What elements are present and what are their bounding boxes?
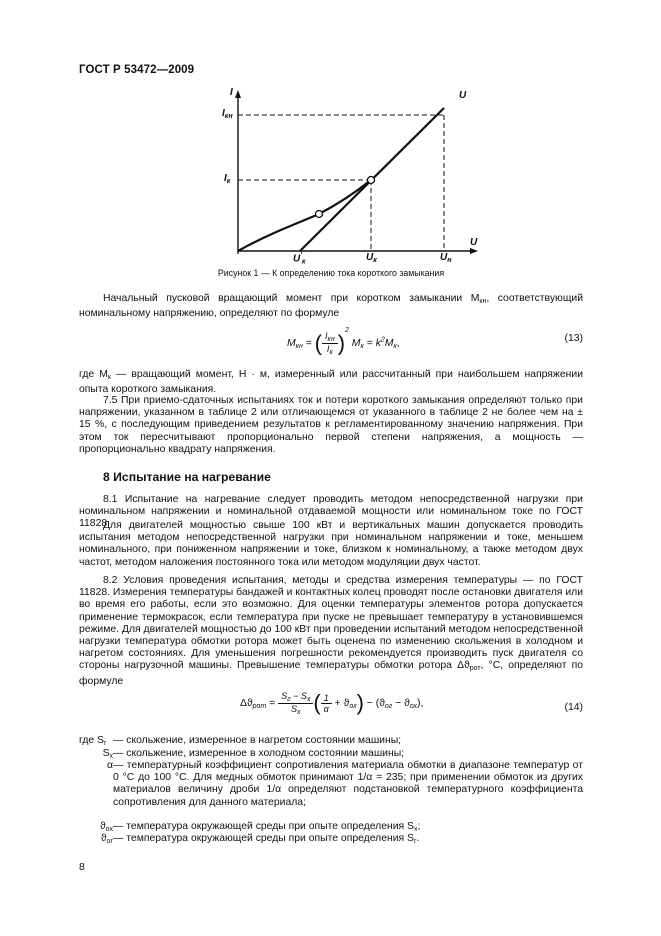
page-number: 8 bbox=[79, 862, 85, 873]
point-ik bbox=[368, 177, 375, 184]
paragraph-8-2: 8.2 Условия проведения испытания, методы и средства измерения температуры — по ГОСТ 11828. Измерения температуры бандажей и контактных колец проводят после остановки двигателя или во время его работы, если это возможно. Для оценки температуры элементов ротора допускается применение термокрасок, если температура при пуске не превышает температуру в установившемся режиме. Для двигателей мощностью до 100 кВт при проведении испытаний методом непосредственной нагрузки температура обмотки ротора может быть оценена по изменению скольжения в холодном и нагретом состояниях. Для уменьшения погрешности рекомендуется производить пуск двигателя со стороны нагрузочной машины. Превышение температуры обмотки ротора $\Delta ϑ_{рот}$, °С, определяют по формуле bbox=[79, 575, 584, 687]
definition-sg: где $S_г$ — скольжение, измеренное в нагретом состоянии машины; bbox=[79, 735, 402, 747]
document-header: ГОСТ Р 53472—2009 bbox=[79, 64, 195, 76]
paragraph-7-5: 7.5 При приемо-сдаточных испытаниях ток и потери короткого замыкания определяют только при напряжении, указанном в таблице 2 или отличающемся от указанного в таблице 2 не более чем на ± 15 %, с последующим приведением результатов к регламентированному значению напряжения. При этом ток пересчитывают пропорционально первой степени напряжения, а мощность — пропорционально квадрату напряжения. bbox=[79, 395, 583, 455]
definition-mk: где $M_к$ — вращающий момент, Н · м, измеренный или рассчитанный при наибольшем напряжении опыта короткого замыкания. bbox=[79, 369, 584, 396]
point-mid bbox=[316, 211, 323, 218]
label-uk-prime: $U'_к$ bbox=[293, 252, 306, 266]
section-8-heading: 8 Испытание на нагревание bbox=[103, 470, 271, 484]
definition-theta-og: $ϑ_{ог}$ — температура окружающей среды при опыте определения $S_г$. bbox=[100, 833, 420, 845]
figure-1-graph bbox=[218, 86, 488, 266]
paragraph-starting-torque: Начальный пусковой вращающий момент при коротком замыкании $M_{кн}$, соответствующий номинальному напряжению, определяют по формуле bbox=[79, 293, 583, 320]
paragraph-8-1b: Для двигателей мощностью свыше 100 кВт и вертикальных машин допускается проводить испытания методом непосредственной нагрузки при номинальном напряжении и токе, меньшем номинального, при пониженном напряжении и токе, близком к номинальному, а также методом двух частот, методом наложения постоянного тока или методом модуляции двух частот. bbox=[79, 520, 583, 568]
label-axis-i: I bbox=[230, 87, 233, 98]
measured-curve bbox=[238, 180, 371, 251]
paragraph-8-1: 8.1 Испытание на нагревание следует проводить методом непосредственной нагрузки при номинальном напряжении и номинальной отдаваемой мощности или номинальном токе по ГОСТ 11828. bbox=[79, 494, 583, 530]
formula-14: $\Delta ϑ_{рот}$ = $\frac{S_г - S_х}{S_х}$ ( $\frac{1}{\alpha}$ + $ϑ_{ох}) - (ϑ_{ог} - ϑ_{ох})$, bbox=[240, 690, 424, 716]
label-uk: $U_к$ bbox=[366, 252, 377, 264]
label-ikn: $I_{кн}$ bbox=[222, 108, 233, 120]
formula-13-number: (13) bbox=[564, 333, 583, 344]
figure-caption: Рисунок 1 — К определению тока короткого замыкания bbox=[217, 268, 445, 278]
label-axis-u: U bbox=[470, 237, 478, 248]
definition-alpha: α — температурный коэффициент сопротивления материала обмотки в диапазоне температур от 0 °С до 100 °С. Для медных обмоток принимают 1/α = 235; при применении обмоток из других материалов величину дроби 1/α определяют подстановкой температурного коэффициента сопротивления для данного материала; bbox=[106, 760, 583, 808]
x-axis-arrow bbox=[470, 248, 478, 254]
formula-13: $M_{кн}$ = ( $\frac{I_{кн}}{I_к}$ )$^2$ $M_к = k^2M_к$, bbox=[287, 327, 400, 356]
label-u-top: U bbox=[459, 90, 467, 101]
definition-sx: $S_х$ — скольжение, измеренное в холодном состоянии машины; bbox=[102, 748, 405, 760]
label-ik: $I_к$ bbox=[224, 173, 231, 185]
label-un: $U_н$ bbox=[440, 252, 452, 264]
formula-14-number: (14) bbox=[564, 702, 583, 713]
definition-theta-ox: $ϑ_{ох}$ — температура окружающей среды при опыте определения $S_х$; bbox=[99, 821, 421, 833]
y-axis-arrow bbox=[235, 90, 241, 98]
